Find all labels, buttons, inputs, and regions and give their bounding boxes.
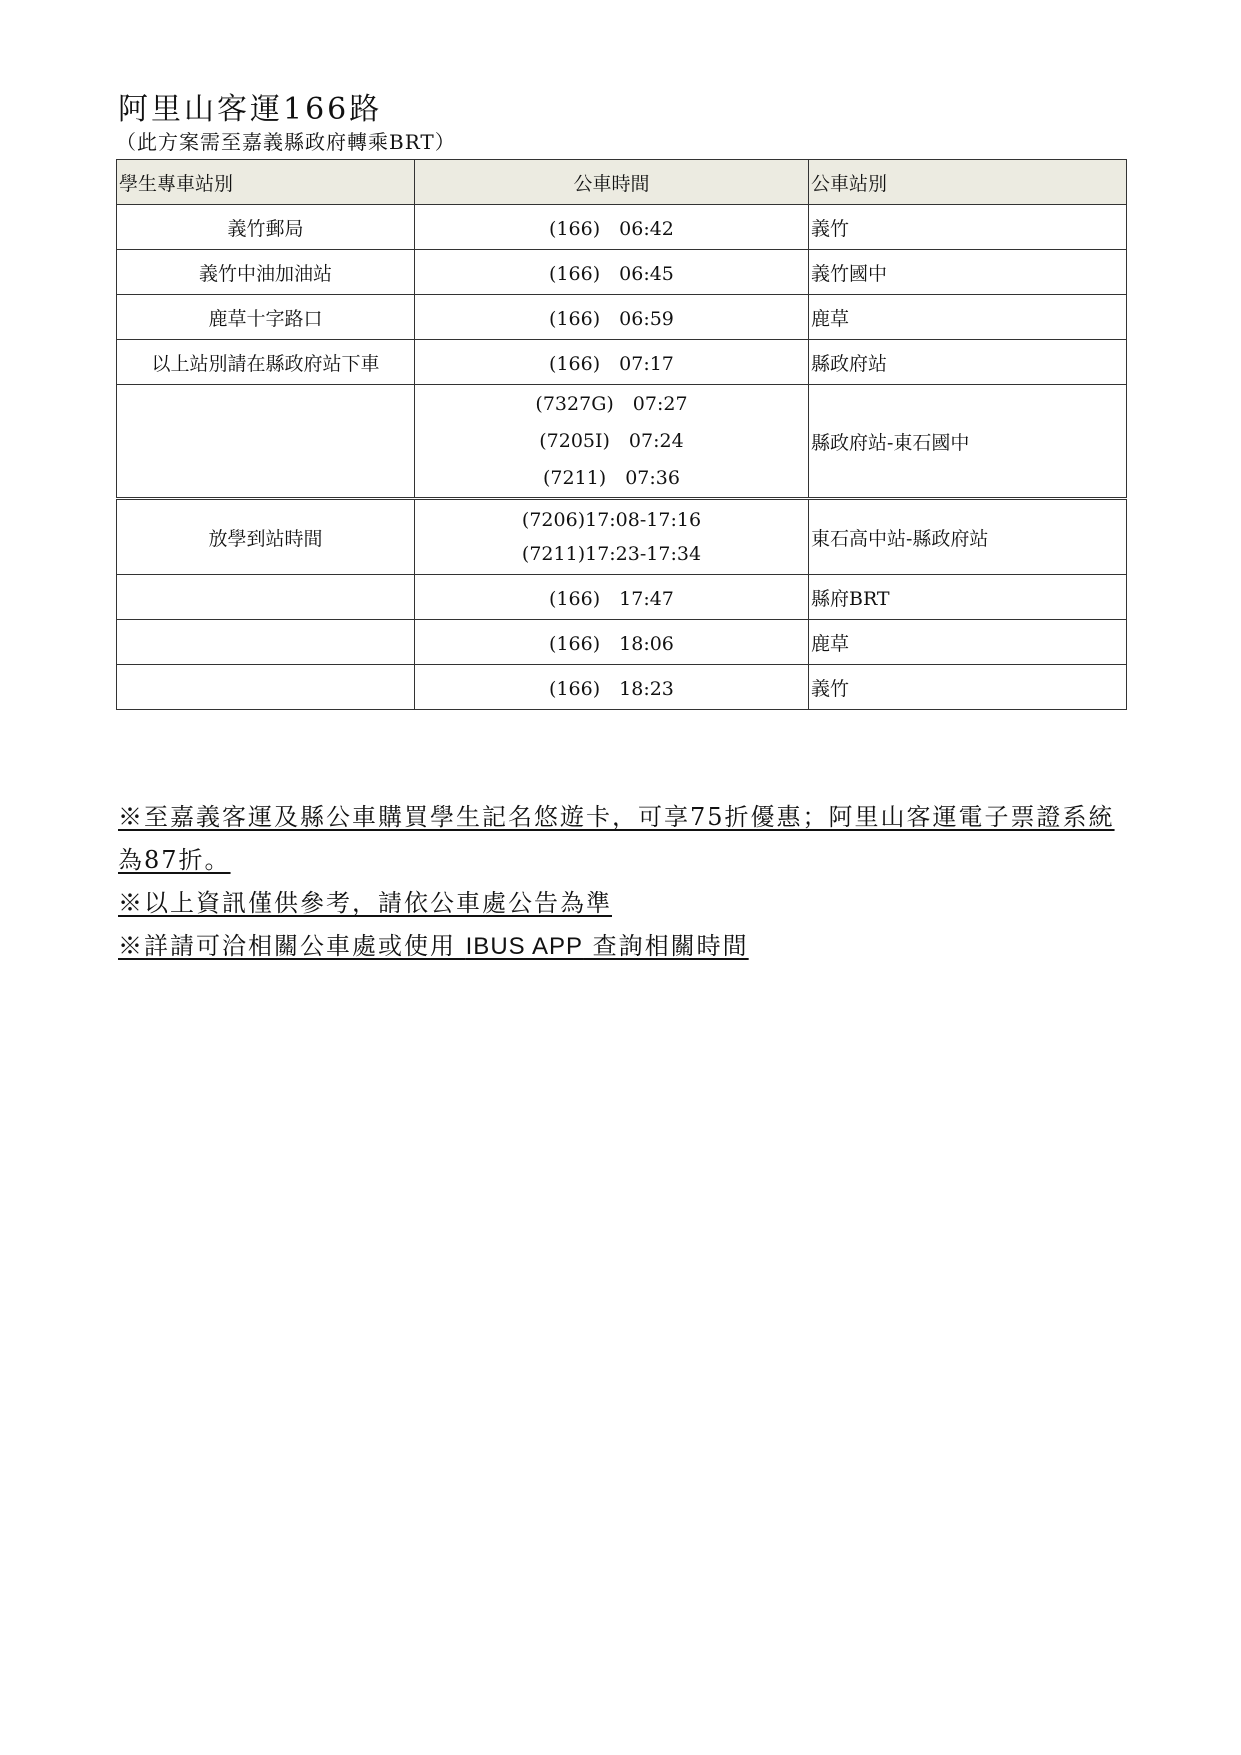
time-line: (7205I) 07:24 [539,429,684,452]
stop-cell: 縣府BRT [809,575,1127,620]
note-ibus-app-name: IBUS APP [465,933,584,960]
bus-schedule-table [116,159,1127,710]
station-cell: 放學到站時間 [117,499,415,575]
stop-cell: 義竹 [809,665,1127,710]
stop-cell: 縣政府站 [809,340,1127,385]
table-row [117,205,1127,250]
station-cell [117,575,415,620]
station-cell [117,665,415,710]
time-cell: (166) 18:06 [414,620,808,665]
table-row [117,385,1127,499]
time-line: (7206)17:08-17:16 [521,509,702,531]
stop-cell: 鹿草 [809,295,1127,340]
stop-cell: 義竹 [809,205,1127,250]
notes-section [118,796,1138,968]
document-title: 阿里山客運166路 [118,92,383,127]
station-cell [117,620,415,665]
table-row [117,499,1127,575]
table-row [117,620,1127,665]
stop-cell: 鹿草 [809,620,1127,665]
note-disclaimer: ※以上資訊僅供參考，請依公車處公告為準 [118,889,612,917]
header-station: 學生專車站別 [117,160,415,205]
time-cell: (166) 17:47 [414,575,808,620]
time-cell [414,499,808,575]
station-cell: 以上站別請在縣政府站下車 [117,340,415,385]
station-cell: 鹿草十字路口 [117,295,415,340]
station-cell: 義竹中油加油站 [117,250,415,295]
time-line: (7211) 07:36 [543,466,680,489]
station-cell [117,385,415,499]
table-row [117,295,1127,340]
time-line: (7211)17:23-17:34 [521,543,702,565]
note-ibus-prefix: ※詳請可洽相關公車處或使用 [118,932,466,960]
time-cell: (166) 06:42 [414,205,808,250]
stop-cell: 義竹國中 [809,250,1127,295]
note-ibus-suffix: 查詢相關時間 [583,932,749,960]
table-row [117,250,1127,295]
stop-cell: 東石高中站-縣政府站 [809,499,1127,575]
stop-cell: 縣政府站-東石國中 [809,385,1127,499]
time-cell: (166) 06:45 [414,250,808,295]
table-row [117,665,1127,710]
note-discount: ※至嘉義客運及縣公車購買學生記名悠遊卡，可享75折優惠；阿里山客運電子票證系統為87折。 [118,803,1115,874]
document-subtitle: （此方案需至嘉義縣政府轉乘BRT） [116,130,456,154]
station-cell: 義竹郵局 [117,205,415,250]
time-line: (7327G) 07:27 [535,392,688,415]
time-cell: (166) 06:59 [414,295,808,340]
table-header-row [117,160,1127,205]
time-cell [414,385,808,499]
table-row [117,575,1127,620]
header-bus-stop: 公車站別 [809,160,1127,205]
note-ibus-app [118,925,1138,968]
time-cell: (166) 07:17 [414,340,808,385]
header-bus-time: 公車時間 [414,160,808,205]
time-cell: (166) 18:23 [414,665,808,710]
table-row [117,340,1127,385]
